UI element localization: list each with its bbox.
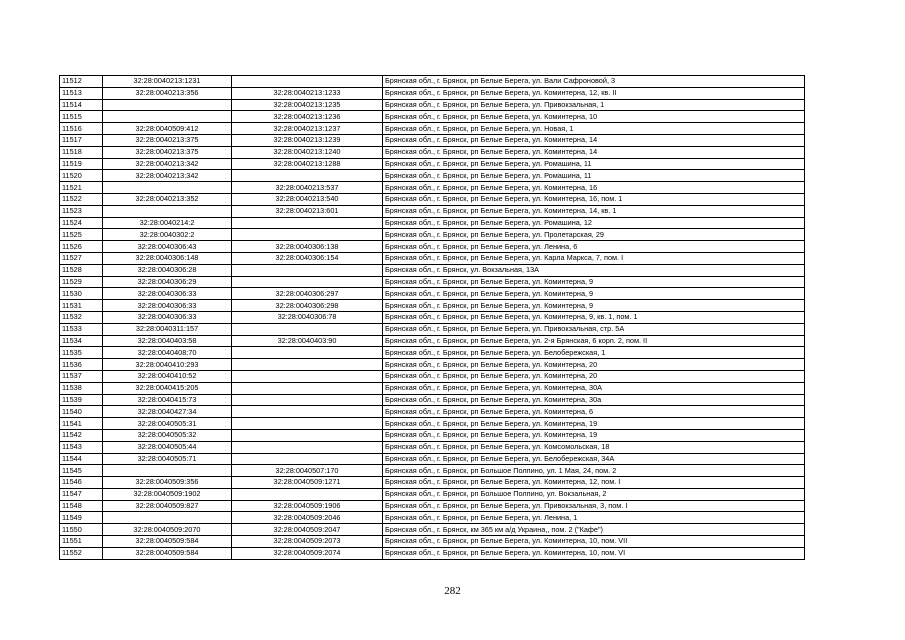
table-row <box>60 205 805 217</box>
cell-record-number: 11526 <box>60 241 103 253</box>
cell-address: Брянская обл., г. Брянск, рп Белые Берега, ул. Белобережская, 1 <box>383 347 805 359</box>
cell-address: Брянская обл., г. Брянск, рп Белые Берега, ул. Коминтерна, 10, пом. VI <box>383 547 805 559</box>
cell-record-number: 11540 <box>60 406 103 418</box>
cell-object-cadastral-number: 32:28:0040306:138 <box>232 241 383 253</box>
cell-object-cadastral-number <box>232 359 383 371</box>
cell-address: Брянская обл., г. Брянск, рп Белые Берега, ул. Привокзальная, 3, пом. I <box>383 500 805 512</box>
cell-object-cadastral-number <box>232 76 383 88</box>
cell-object-cadastral-number: 32:28:0040306:297 <box>232 288 383 300</box>
table-row <box>60 512 805 524</box>
cell-address: Брянская обл., г. Брянск, рп Белые Берега, ул. Коминтерна, 19 <box>383 418 805 430</box>
table-row <box>60 477 805 489</box>
cell-address: Брянская обл., г. Брянск, рп Белые Берега, ул. Ромашина, 11 <box>383 158 805 170</box>
cell-cadastral-number: 32:28:0040213:375 <box>103 146 232 158</box>
cell-object-cadastral-number <box>232 441 383 453</box>
cell-record-number: 11533 <box>60 323 103 335</box>
cell-record-number: 11531 <box>60 300 103 312</box>
cell-address: Брянская обл., г. Брянск, рп Белые Берега, ул. Белобережская, 34А <box>383 453 805 465</box>
cell-cadastral-number: 32:28:0040509:584 <box>103 547 232 559</box>
cell-address: Брянская обл., г. Брянск, рп Белые Берега, ул. Карла Маркса, 7, пом. I <box>383 252 805 264</box>
cell-address: Брянская обл., г. Брянск, рп Белые Берега, ул. Вали Сафроновой, 3 <box>383 76 805 88</box>
cell-object-cadastral-number <box>232 406 383 418</box>
cell-cadastral-number <box>103 205 232 217</box>
table-row <box>60 123 805 135</box>
table-row <box>60 288 805 300</box>
cell-record-number: 11530 <box>60 288 103 300</box>
cell-record-number: 11534 <box>60 335 103 347</box>
table-row <box>60 76 805 88</box>
cell-cadastral-number: 32:28:0040311:157 <box>103 323 232 335</box>
cell-object-cadastral-number <box>232 229 383 241</box>
table-row <box>60 335 805 347</box>
cell-record-number: 11545 <box>60 465 103 477</box>
cell-record-number: 11516 <box>60 123 103 135</box>
cell-cadastral-number: 32:28:0040213:342 <box>103 158 232 170</box>
cell-object-cadastral-number: 32:28:0040213:537 <box>232 182 383 194</box>
cell-object-cadastral-number: 32:28:0040507:170 <box>232 465 383 477</box>
cell-record-number: 11519 <box>60 158 103 170</box>
cell-record-number: 11544 <box>60 453 103 465</box>
cell-cadastral-number: 32:28:0040213:352 <box>103 193 232 205</box>
cell-object-cadastral-number <box>232 276 383 288</box>
cell-object-cadastral-number <box>232 394 383 406</box>
cell-address: Брянская обл., г. Брянск, рп Белые Берега, ул. Ленина, 6 <box>383 241 805 253</box>
cell-record-number: 11520 <box>60 170 103 182</box>
cell-address: Брянская обл., г. Брянск, рп Белые Берега, ул. Коминтерна, 9, кв. 1, пом. 1 <box>383 311 805 323</box>
cell-object-cadastral-number <box>232 347 383 359</box>
table-row <box>60 441 805 453</box>
cell-address: Брянская обл., г. Брянск, рп Белые Берега, ул. Коминтерна, 19 <box>383 429 805 441</box>
cell-address: Брянская обл., г. Брянск, рп Белые Берега, ул. Ромашина, 11 <box>383 170 805 182</box>
page-number: 282 <box>444 585 461 597</box>
cell-address: Брянская обл., г. Брянск, рп Белые Берега, ул. Коминтерна, 14 <box>383 134 805 146</box>
table-row <box>60 488 805 500</box>
cell-cadastral-number <box>103 512 232 524</box>
cell-object-cadastral-number <box>232 418 383 430</box>
cell-object-cadastral-number: 32:28:0040213:1240 <box>232 146 383 158</box>
cell-record-number: 11547 <box>60 488 103 500</box>
cell-address: Брянская обл., г. Брянск, рп Белые Берега, ул. Коминтерна, 14 <box>383 146 805 158</box>
cell-object-cadastral-number: 32:28:0040306:298 <box>232 300 383 312</box>
cell-cadastral-number: 32:28:0040213:1231 <box>103 76 232 88</box>
cell-cadastral-number: 32:28:0040306:29 <box>103 276 232 288</box>
cell-address: Брянская обл., г. Брянск, рп Белые Берега, ул. Коминтерна, 6 <box>383 406 805 418</box>
cell-cadastral-number: 32:28:0040427:34 <box>103 406 232 418</box>
table-row <box>60 300 805 312</box>
table-row <box>60 406 805 418</box>
cell-record-number: 11542 <box>60 429 103 441</box>
cell-object-cadastral-number <box>232 429 383 441</box>
cell-record-number: 11549 <box>60 512 103 524</box>
cell-record-number: 11543 <box>60 441 103 453</box>
cell-object-cadastral-number: 32:28:0040509:1906 <box>232 500 383 512</box>
cell-object-cadastral-number <box>232 488 383 500</box>
table-row <box>60 536 805 548</box>
cell-address: Брянская обл., г. Брянск, рп Белые Берега, ул. Коминтерна, 9 <box>383 300 805 312</box>
table-row <box>60 158 805 170</box>
table-row <box>60 217 805 229</box>
table-row <box>60 394 805 406</box>
table-row <box>60 547 805 559</box>
cell-object-cadastral-number: 32:28:0040213:540 <box>232 193 383 205</box>
cell-object-cadastral-number <box>232 453 383 465</box>
cell-cadastral-number <box>103 465 232 477</box>
cell-record-number: 11532 <box>60 311 103 323</box>
cell-object-cadastral-number: 32:28:0040509:2073 <box>232 536 383 548</box>
cell-record-number: 11525 <box>60 229 103 241</box>
cell-address: Брянская обл., г. Брянск, рп Белые Берега, ул. Коминтерна, 16 <box>383 182 805 194</box>
cell-cadastral-number: 32:28:0040213:356 <box>103 87 232 99</box>
cell-address: Брянская обл., г. Брянск, рп Белые Берега, ул. Ленина, 1 <box>383 512 805 524</box>
table-row <box>60 418 805 430</box>
table-row <box>60 170 805 182</box>
cell-object-cadastral-number: 32:28:0040213:1233 <box>232 87 383 99</box>
cell-record-number: 11518 <box>60 146 103 158</box>
table-row <box>60 453 805 465</box>
cell-object-cadastral-number: 32:28:0040306:78 <box>232 311 383 323</box>
cell-cadastral-number: 32:28:0040505:31 <box>103 418 232 430</box>
table-row <box>60 252 805 264</box>
cell-address: Брянская обл., г. Брянск, рп Белые Берега, ул. Пролетарская, 29 <box>383 229 805 241</box>
cell-object-cadastral-number <box>232 370 383 382</box>
table-row <box>60 429 805 441</box>
cell-address: Брянская обл., г. Брянск, рп Белые Берега, ул. Коминтерна, 20 <box>383 370 805 382</box>
cell-record-number: 11528 <box>60 264 103 276</box>
cell-record-number: 11513 <box>60 87 103 99</box>
cell-address: Брянская обл., г. Брянск, рп Белые Берега, ул. Ромашина, 12 <box>383 217 805 229</box>
cell-cadastral-number: 32:28:0040415:73 <box>103 394 232 406</box>
cell-object-cadastral-number: 32:28:0040306:154 <box>232 252 383 264</box>
cell-cadastral-number: 32:28:0040410:293 <box>103 359 232 371</box>
cell-cadastral-number: 32:28:0040408:70 <box>103 347 232 359</box>
cell-cadastral-number: 32:28:0040509:2070 <box>103 524 232 536</box>
cell-record-number: 11521 <box>60 182 103 194</box>
cell-cadastral-number: 32:28:0040509:1902 <box>103 488 232 500</box>
cell-record-number: 11550 <box>60 524 103 536</box>
cell-cadastral-number: 32:28:0040306:33 <box>103 300 232 312</box>
cell-address: Брянская обл., г. Брянск, рп Белые Берега, ул. Коминтерна, 9 <box>383 276 805 288</box>
table-row <box>60 276 805 288</box>
cell-address: Брянская обл., г. Брянск, рп Белые Берега, ул. Коминтерна, 10, пом. VII <box>383 536 805 548</box>
cell-object-cadastral-number <box>232 323 383 335</box>
cell-record-number: 11538 <box>60 382 103 394</box>
cell-record-number: 11537 <box>60 370 103 382</box>
cell-address: Брянская обл., г. Брянск, рп Большое Полпино, ул. 1 Мая, 24, пом. 2 <box>383 465 805 477</box>
table-row <box>60 193 805 205</box>
table-row <box>60 311 805 323</box>
cell-address: Брянская обл., г. Брянск, рп Белые Берега, ул. Коминтерна, 16, пом. 1 <box>383 193 805 205</box>
cell-cadastral-number: 32:28:0040306:148 <box>103 252 232 264</box>
cell-address: Брянская обл., г. Брянск, рп Белые Берега, ул. Привокзальная, 1 <box>383 99 805 111</box>
cell-object-cadastral-number: 32:28:0040509:2046 <box>232 512 383 524</box>
cell-object-cadastral-number <box>232 382 383 394</box>
cell-address: Брянская обл., г. Брянск, км 365 км а/д Украина,, пом. 2 ("Кафе") <box>383 524 805 536</box>
cell-object-cadastral-number: 32:28:0040509:1271 <box>232 477 383 489</box>
cell-cadastral-number: 32:28:0040509:827 <box>103 500 232 512</box>
cell-object-cadastral-number <box>232 170 383 182</box>
table-row <box>60 87 805 99</box>
cell-object-cadastral-number: 32:28:0040213:1236 <box>232 111 383 123</box>
cell-cadastral-number: 32:28:0040509:356 <box>103 477 232 489</box>
cell-cadastral-number: 32:28:0040306:33 <box>103 311 232 323</box>
cell-address: Брянская обл., г. Брянск, рп Белые Берега, ул. Коминтерна, 12, кв. II <box>383 87 805 99</box>
cell-address: Брянская обл., г. Брянск, рп Белые Берега, ул. Комсомольская, 18 <box>383 441 805 453</box>
cell-record-number: 11515 <box>60 111 103 123</box>
table-row <box>60 359 805 371</box>
cell-cadastral-number: 32:28:0040213:375 <box>103 134 232 146</box>
cell-record-number: 11551 <box>60 536 103 548</box>
cell-cadastral-number: 32:28:0040505:71 <box>103 453 232 465</box>
cell-object-cadastral-number: 32:28:0040213:1239 <box>232 134 383 146</box>
table-row <box>60 500 805 512</box>
cell-record-number: 11512 <box>60 76 103 88</box>
cell-cadastral-number: 32:28:0040509:412 <box>103 123 232 135</box>
cell-address: Брянская обл., г. Брянск, рп Белые Берега, ул. Коминтерна, 12, пом. I <box>383 477 805 489</box>
cell-record-number: 11514 <box>60 99 103 111</box>
cell-address: Брянская обл., г. Брянск, рп Белые Берега, ул. Коминтерна, 20 <box>383 359 805 371</box>
table-row <box>60 99 805 111</box>
cell-cadastral-number: 32:28:0040214:2 <box>103 217 232 229</box>
cell-object-cadastral-number: 32:28:0040509:2074 <box>232 547 383 559</box>
cell-cadastral-number <box>103 182 232 194</box>
cell-object-cadastral-number: 32:28:0040213:1288 <box>232 158 383 170</box>
table-row <box>60 182 805 194</box>
table-row <box>60 146 805 158</box>
property-registry-table <box>59 75 805 560</box>
table-row <box>60 111 805 123</box>
cell-record-number: 11535 <box>60 347 103 359</box>
cell-record-number: 11517 <box>60 134 103 146</box>
cell-record-number: 11552 <box>60 547 103 559</box>
cell-record-number: 11527 <box>60 252 103 264</box>
cell-cadastral-number: 32:28:0040213:342 <box>103 170 232 182</box>
cell-record-number: 11522 <box>60 193 103 205</box>
cell-address: Брянская обл., г. Брянск, рп Белые Берега, ул. Новая, 1 <box>383 123 805 135</box>
cell-record-number: 11524 <box>60 217 103 229</box>
table-row <box>60 323 805 335</box>
table-row <box>60 465 805 477</box>
table-row <box>60 134 805 146</box>
cell-record-number: 11523 <box>60 205 103 217</box>
cell-cadastral-number: 32:28:0040505:44 <box>103 441 232 453</box>
cell-cadastral-number: 32:28:0040403:58 <box>103 335 232 347</box>
table-row <box>60 241 805 253</box>
cell-object-cadastral-number <box>232 264 383 276</box>
table-row <box>60 347 805 359</box>
cell-cadastral-number: 32:28:0040509:584 <box>103 536 232 548</box>
cell-address: Брянская обл., г. Брянск, рп Большое Полпино, ул. Вокзальная, 2 <box>383 488 805 500</box>
cell-cadastral-number: 32:28:0040306:28 <box>103 264 232 276</box>
table-row <box>60 524 805 536</box>
cell-cadastral-number: 32:28:0040302:2 <box>103 229 232 241</box>
cell-cadastral-number <box>103 111 232 123</box>
cell-address: Брянская обл., г. Брянск, рп Белые Берега, ул. Коминтерна, 14, кв. 1 <box>383 205 805 217</box>
cell-record-number: 11536 <box>60 359 103 371</box>
cell-object-cadastral-number <box>232 217 383 229</box>
cell-cadastral-number: 32:28:0040306:43 <box>103 241 232 253</box>
cell-address: Брянская обл., г. Брянск, рп Белые Берега, ул. Коминтерна, 30А <box>383 382 805 394</box>
cell-record-number: 11548 <box>60 500 103 512</box>
table-row <box>60 229 805 241</box>
table-row <box>60 264 805 276</box>
table-row <box>60 370 805 382</box>
cell-object-cadastral-number: 32:28:0040403:90 <box>232 335 383 347</box>
cell-cadastral-number: 32:28:0040306:33 <box>103 288 232 300</box>
cell-cadastral-number <box>103 99 232 111</box>
cell-cadastral-number: 32:28:0040410:52 <box>103 370 232 382</box>
cell-object-cadastral-number: 32:28:0040213:1237 <box>232 123 383 135</box>
cell-record-number: 11539 <box>60 394 103 406</box>
cell-address: Брянская обл., г. Брянск, рп Белые Берега, ул. Коминтерна, 30а <box>383 394 805 406</box>
cell-address: Брянская обл., г. Брянск, рп Белые Берега, ул. Коминтерна, 9 <box>383 288 805 300</box>
cell-record-number: 11546 <box>60 477 103 489</box>
registry-table-body <box>60 76 805 560</box>
cell-address: Брянская обл., г. Брянск, рп Белые Берега, ул. Привокзальная, стр. 5А <box>383 323 805 335</box>
cell-record-number: 11541 <box>60 418 103 430</box>
cell-address: Брянская обл., г. Брянск, рп Белые Берега, ул. Коминтерна, 10 <box>383 111 805 123</box>
table-row <box>60 382 805 394</box>
cell-object-cadastral-number: 32:28:0040213:601 <box>232 205 383 217</box>
cell-address: Брянская обл., г. Брянск, ул. Вокзальная, 13А <box>383 264 805 276</box>
cell-object-cadastral-number: 32:28:0040213:1235 <box>232 99 383 111</box>
cell-cadastral-number: 32:28:0040415:205 <box>103 382 232 394</box>
cell-cadastral-number: 32:28:0040505:32 <box>103 429 232 441</box>
cell-object-cadastral-number: 32:28:0040509:2047 <box>232 524 383 536</box>
cell-record-number: 11529 <box>60 276 103 288</box>
cell-address: Брянская обл., г. Брянск, рп Белые Берега, ул. 2-я Брянская, 6 корп. 2, пом. II <box>383 335 805 347</box>
